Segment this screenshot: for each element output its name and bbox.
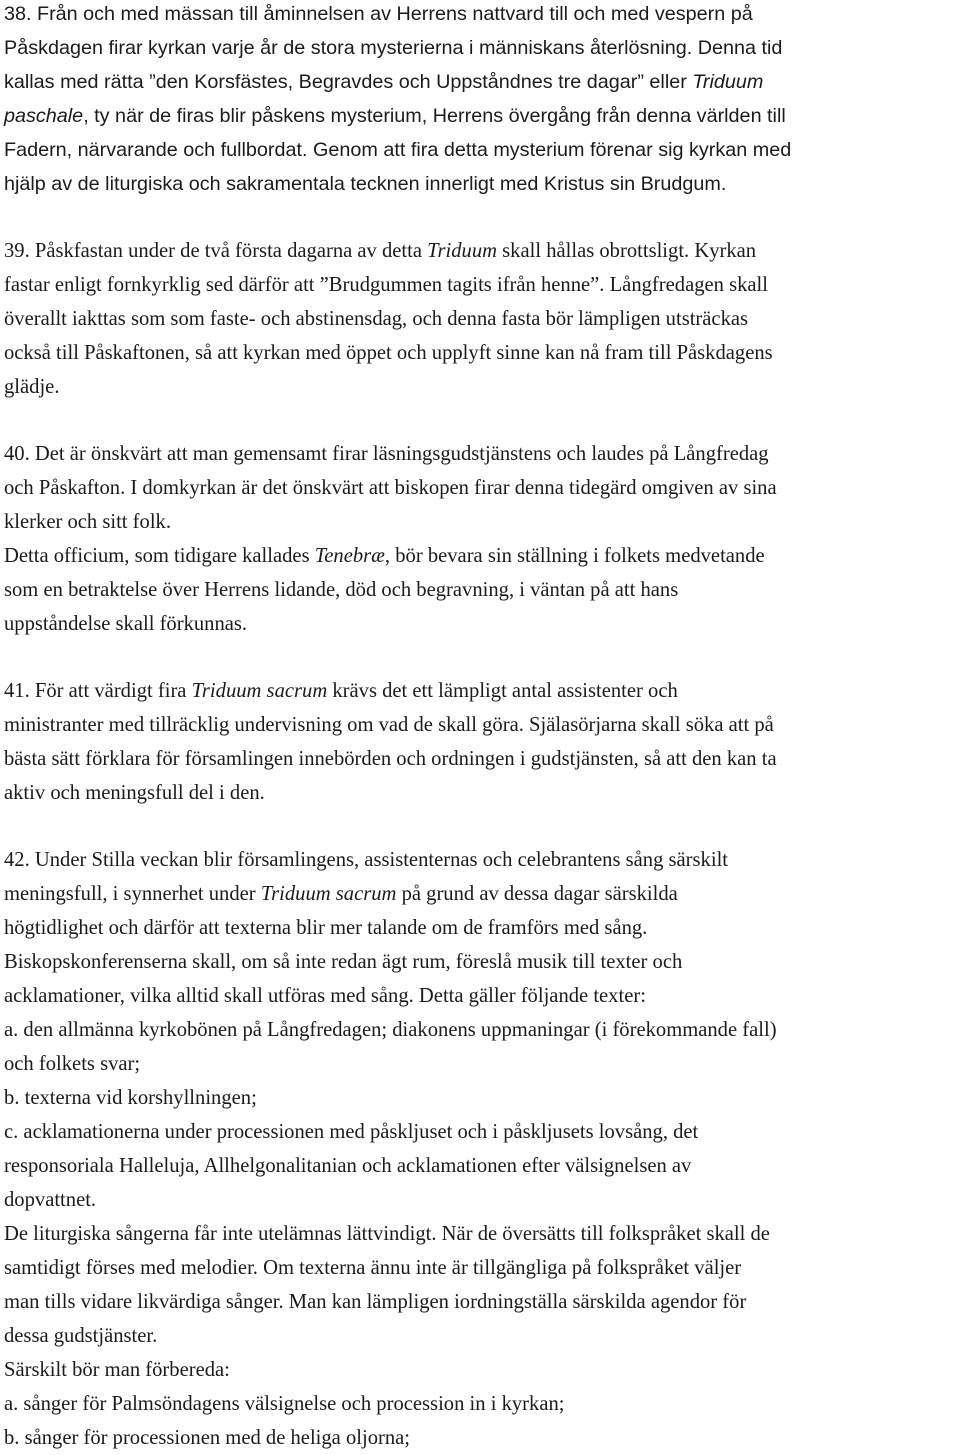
text-line: och folkets svar;: [4, 1053, 141, 1075]
text-run: kallas med rätta ”den Korsfästes, Begravdes och Uppståndnes tre dagar” eller: [4, 71, 693, 93]
paragraph-40: [4, 437, 956, 641]
text-line: De liturgiska sångerna får inte utelämnas lättvindigt. När de översätts till folkspråket skall de: [4, 1223, 770, 1245]
text-line: 38. Från och med mässan till åminnelsen av Herrens nattvard till och med vespern på: [4, 3, 753, 25]
paragraph-42: [4, 843, 956, 1455]
text-line: [4, 234, 956, 268]
text-line: Fadern, närvarande och fullbordat. Genom att fira detta mysterium förenar sig kyrkan med: [4, 139, 792, 161]
text-line: acklamationer, vilka alltid skall utföras med sång. Detta gäller följande texter:: [4, 985, 646, 1007]
text-run: på grund av dessa dagar särskilda: [396, 883, 678, 905]
text-line: bästa sätt förklara för församlingen innebörden och ordningen i gudstjänsten, så att den kan ta: [4, 748, 777, 770]
text-line: [4, 539, 956, 573]
text-line: man tills vidare likvärdiga sånger. Man kan lämpligen iordningställa särskilda agendor för: [4, 1291, 747, 1313]
text-line: Särskilt bör man förbereda:: [4, 1359, 230, 1381]
italic-term: Triduum: [692, 71, 764, 93]
list-item: c. acklamationerna under processionen med påskljuset och i påskljusets lovsång, det: [4, 1121, 699, 1143]
text-run: meningsfull, i synnerhet under: [4, 883, 261, 905]
text-run: 39. Påskfastan under de två första dagarna av detta: [4, 240, 428, 262]
text-line: också till Påskaftonen, så att kyrkan med öppet och upplyft sinne kan nå fram till Påskdagens: [4, 342, 773, 364]
italic-term: Tenebræ: [314, 545, 385, 567]
italic-term: paschale: [4, 105, 84, 127]
text-run: krävs det ett lämpligt antal assistenter och: [327, 680, 678, 702]
text-run: skall hållas obrottsligt. Kyrkan: [497, 240, 757, 262]
italic-term: Triduum sacrum: [191, 680, 328, 702]
text-line: [4, 99, 956, 133]
text-line: 40. Det är önskvärt att man gemensamt firar läsningsgudstjänstens och laudes på Långfredag: [4, 443, 769, 465]
paragraph-gap: [4, 404, 956, 437]
list-item: a. sånger för Palmsöndagens välsignelse och procession in i kyrkan;: [4, 1393, 565, 1415]
text-line: Biskopskonferenserna skall, om så inte redan ägt rum, föreslå musik till texter och: [4, 951, 683, 973]
paragraph-38: [4, 0, 956, 201]
text-line: aktiv och meningsfull del i den.: [4, 782, 265, 804]
text-run: , ty när de firas blir påskens mysterium, Herrens övergång från denna världen till: [83, 105, 786, 127]
paragraph-gap: [4, 201, 956, 234]
text-line: som en betraktelse över Herrens lidande, död och begravning, i väntan på att hans: [4, 579, 679, 601]
paragraph-39: [4, 234, 956, 404]
text-line: dessa gudstjänster.: [4, 1325, 158, 1347]
text-run: Detta officium, som tidigare kallades: [4, 545, 315, 567]
text-line: och Påskafton. I domkyrkan är det önskvärt att biskopen firar denna tidegärd omgiven av sina: [4, 477, 777, 499]
text-line: responsoriala Halleluja, Allhelgonalitanian och acklamationen efter välsignelsen av: [4, 1155, 692, 1177]
paragraph-41: [4, 674, 956, 810]
text-run: 41. För att värdigt fira: [4, 680, 192, 702]
text-line: fastar enligt fornkyrklig sed därför att ”Brudgummen tagits ifrån henne”. Långfredagen skall: [4, 274, 768, 296]
text-line: glädje.: [4, 376, 60, 398]
italic-term: Triduum sacrum: [260, 883, 397, 905]
text-line: 42. Under Stilla veckan blir församlingens, assistenternas och celebrantens sång särskilt: [4, 849, 729, 871]
list-item: a. den allmänna kyrkobönen på Långfredagen; diakonens uppmaningar (i förekommande fall): [4, 1019, 777, 1041]
text-line: uppståndelse skall förkunnas.: [4, 613, 248, 635]
list-item: b. texterna vid korshyllningen;: [4, 1087, 257, 1109]
text-line: Påskdagen firar kyrkan varje år de stora mysterierna i människans återlösning. Denna tid: [4, 37, 783, 59]
text-line: samtidigt förses med melodier. Om texterna ännu inte är tillgängliga på folkspråket väljer: [4, 1257, 742, 1279]
text-line: högtidlighet och därför att texterna blir mer talande om de framförs med sång.: [4, 917, 648, 939]
list-item: b. sånger för processionen med de heliga oljorna;: [4, 1427, 411, 1449]
text-line: hjälp av de liturgiska och sakramentala tecknen innerligt med Kristus sin Brudgum.: [4, 173, 727, 195]
text-line: [4, 674, 956, 708]
text-run: , bör bevara sin ställning i folkets medvetande: [384, 545, 765, 567]
text-line: [4, 877, 956, 911]
text-line: ministranter med tillräcklig undervisning om vad de skall göra. Själasörjarna skall söka att på: [4, 714, 774, 736]
text-line: överallt iakttas som som faste- och abstinensdag, och denna fasta bör lämpligen utsträckas: [4, 308, 749, 330]
paragraph-gap: [4, 810, 956, 843]
italic-term: Triduum: [427, 240, 497, 262]
text-line: klerker och sitt folk.: [4, 511, 171, 533]
text-line: [4, 65, 956, 99]
paragraph-gap: [4, 641, 956, 674]
text-line: dopvattnet.: [4, 1189, 97, 1211]
